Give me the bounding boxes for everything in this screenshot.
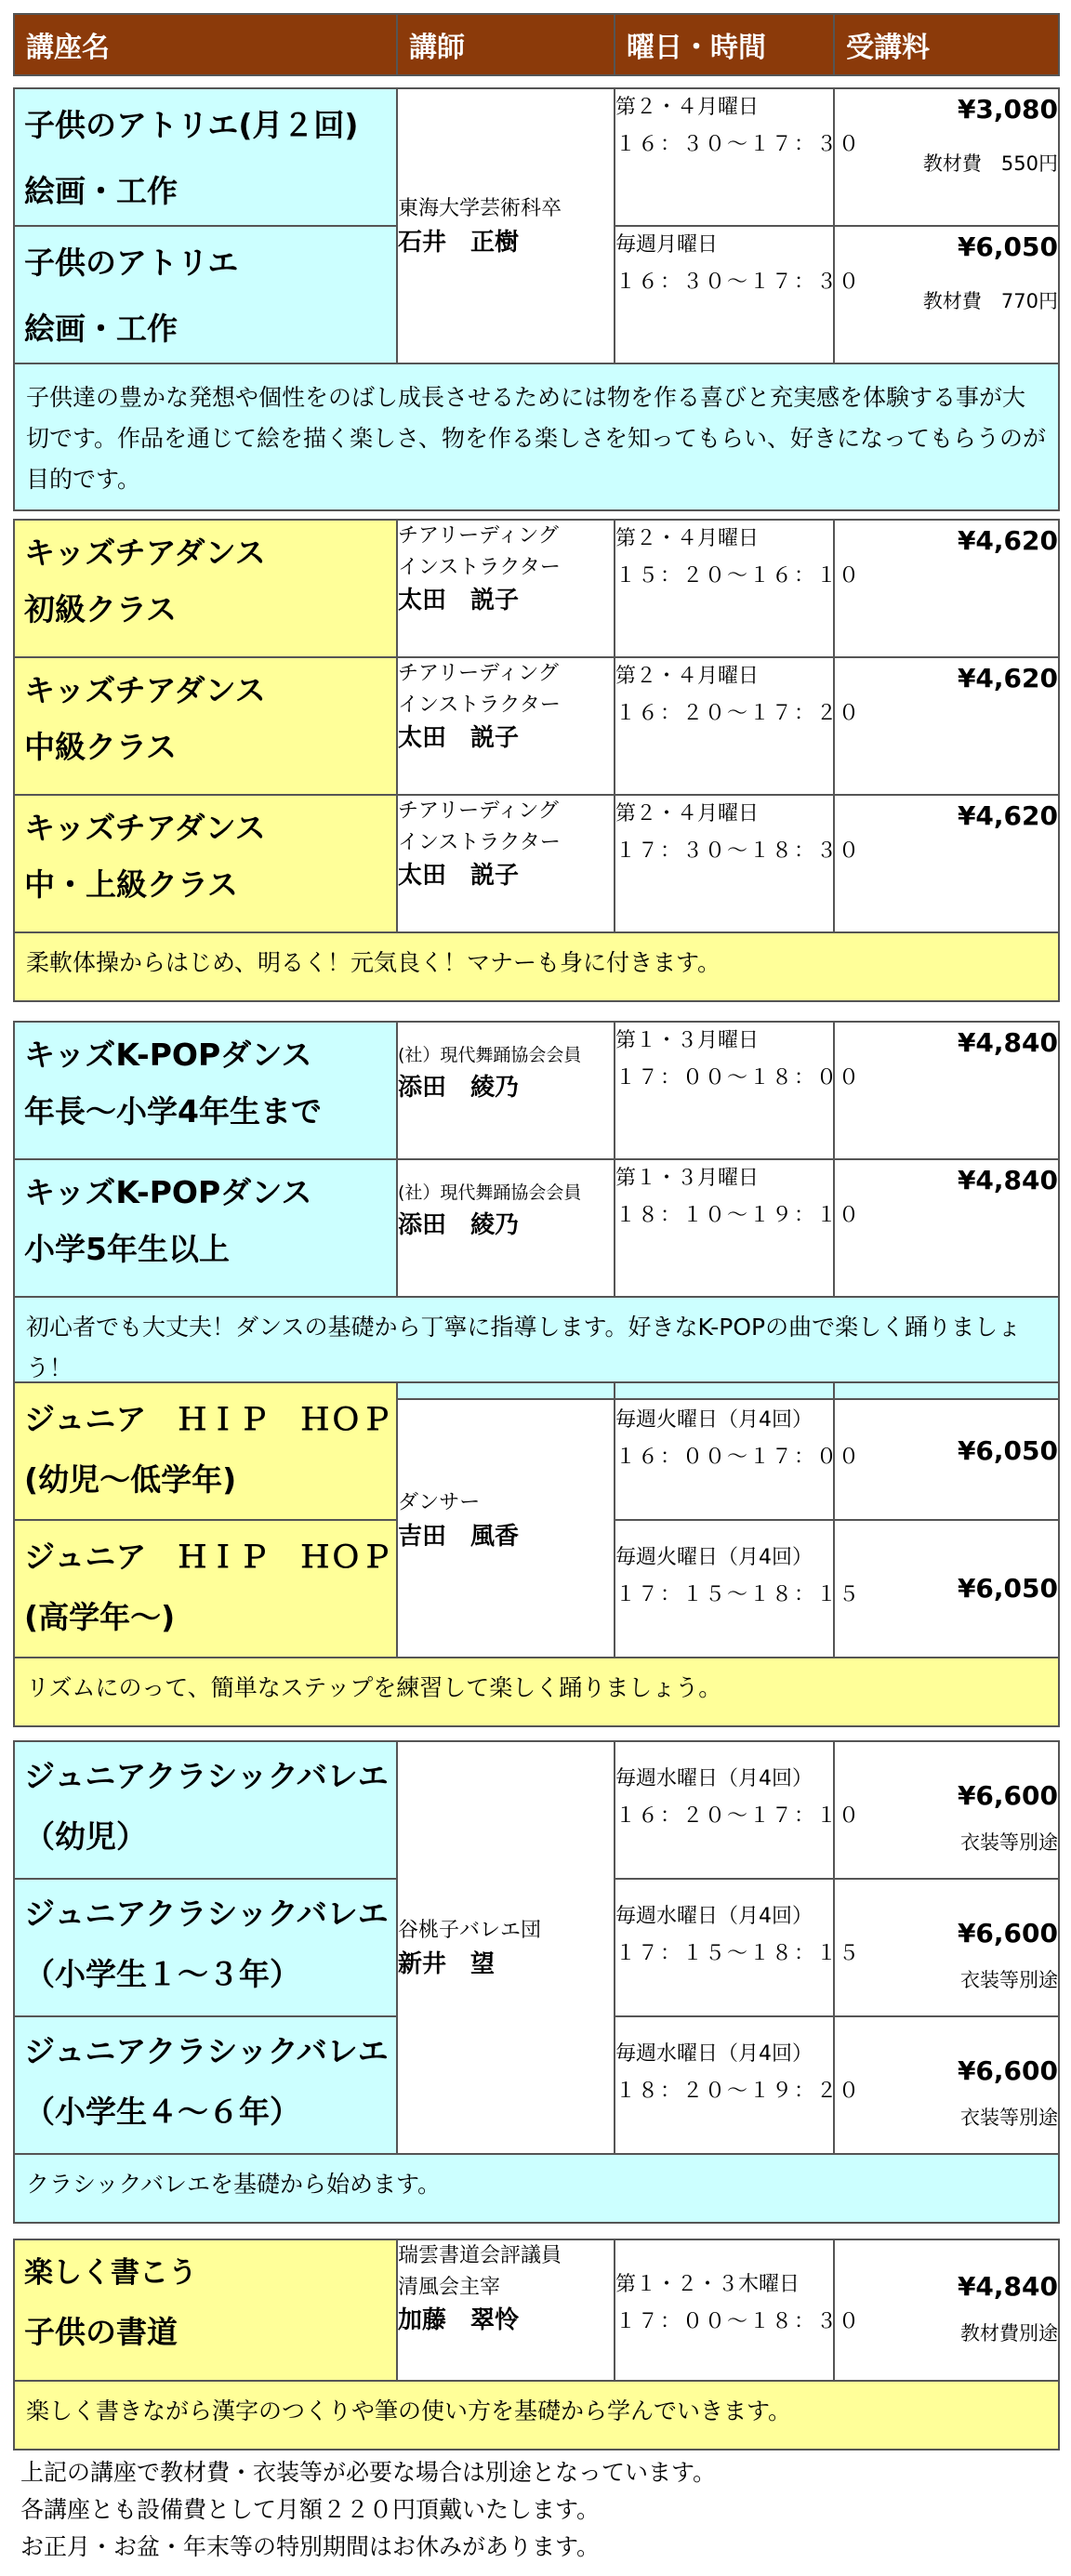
schedule-cell: [615, 1879, 862, 2016]
schedule-day: 第１・３月曜日: [615, 1167, 760, 1190]
instructor-name: 新井 望: [398, 1950, 496, 1978]
schedule-time: １７：３０～１８：３０: [615, 839, 862, 863]
schedule-time: １５：２０～１６：１０: [615, 564, 862, 588]
course-subname: 小学5年生以上: [24, 1231, 230, 1267]
instructor-title: (社）現代舞踊協会会員: [398, 1045, 582, 1065]
footer-notes: [20, 2454, 716, 2566]
course-name: キッズチアダンス: [24, 535, 266, 571]
instructor-title: ダンサー: [398, 1491, 481, 1514]
schedule-day: 第１・２・３木曜日: [615, 2273, 800, 2296]
schedule-time: １６：３０～１７：３０: [615, 271, 862, 294]
course-name: キッズチアダンス: [24, 810, 266, 846]
fee-price: ¥4,620: [957, 800, 1058, 831]
schedule-cell: [615, 1159, 862, 1297]
schedule-cell: [615, 1741, 862, 1879]
course-section-ballet: [13, 1740, 1060, 2224]
instructor-title: チアリーディング: [398, 662, 559, 685]
instructor-cell: [397, 2239, 615, 2381]
schedule-cell: [615, 88, 862, 226]
course-subname: 子供の書道: [24, 2314, 178, 2350]
course-name: キッズK-POPダンス: [24, 1174, 312, 1210]
fee-cell: [834, 1520, 1059, 1658]
header-instructor: 講師: [397, 14, 615, 75]
instructor-cell: [397, 1159, 615, 1297]
fee-price: ¥4,840: [957, 1027, 1058, 1058]
schedule-day: 毎週月曜日: [615, 233, 719, 257]
instructor-cell: [397, 657, 615, 795]
course-name-cell: [14, 1879, 397, 2016]
fee-cell: [834, 88, 1059, 226]
fee-price: ¥4,620: [957, 525, 1058, 556]
course-name-cell: [14, 520, 397, 657]
course-name: 楽しく書こう: [24, 2256, 197, 2290]
course-description: 楽しく書きながら漢字のつくりや筆の使い方を基礎から学んでいきます。: [14, 2381, 1059, 2450]
schedule-day: 毎週火曜日（月4回）: [615, 1408, 813, 1432]
instructor-name: 加藤 翠怜: [398, 2306, 520, 2334]
instructor-name: 吉田 風香: [398, 1523, 520, 1551]
course-name-cell: [14, 1741, 397, 1879]
course-name: ジュニアクラシックバレエ: [24, 1758, 389, 1794]
fee-cell: [834, 520, 1059, 657]
instructor-title-2: インストラクター: [398, 831, 561, 854]
course-subname: 年長～小学4年生まで: [24, 1093, 322, 1129]
instructor-cell: [397, 1741, 615, 2154]
instructor-title: 谷桃子バレエ団: [398, 1919, 542, 1942]
schedule-time: １６：２０～１７：２０: [615, 702, 862, 725]
instructor-title: チアリーディング: [398, 799, 559, 823]
fee-price: ¥4,620: [957, 663, 1058, 694]
fee-price: ¥6,600: [957, 1918, 1058, 1949]
instructor-cell: [397, 1022, 615, 1159]
instructor-title-2: インストラクター: [398, 556, 561, 579]
schedule-cell: [615, 520, 862, 657]
course-name-cell: [14, 88, 397, 226]
schedule-cell: [615, 1022, 862, 1159]
header-fee: 受講料: [834, 14, 1059, 75]
instructor-cell: [397, 520, 615, 657]
schedule-cell: [615, 1520, 862, 1658]
fee-cell: [834, 2239, 1059, 2381]
fee-cell: [834, 1741, 1059, 1879]
schedule-cell: [615, 1382, 862, 1520]
fee-price: ¥4,840: [957, 1165, 1058, 1196]
fee-price: ¥6,050: [957, 231, 1058, 262]
instructor-name: 太田 説子: [398, 587, 520, 614]
instructor-title-2: 清風会主宰: [398, 2276, 501, 2299]
fee-price: ¥6,050: [957, 1435, 1058, 1466]
schedule-header: [13, 13, 1060, 76]
course-section-atelier: [13, 87, 1060, 511]
instructor-name: 添田 綾乃: [398, 1211, 520, 1239]
course-name: キッズK-POPダンス: [24, 1037, 312, 1073]
footer-note: 各講座とも設備費として月額２２０円頂戴いたします。: [20, 2496, 601, 2523]
course-section-cheer: [13, 519, 1060, 1002]
course-name-cell: [14, 1520, 397, 1658]
schedule-cell: [615, 226, 862, 363]
instructor-cell: [397, 1382, 615, 1658]
schedule-day: 第２・４月曜日: [615, 665, 760, 688]
course-subname: 中級クラス: [24, 729, 178, 765]
course-section-kpop: [13, 1021, 1060, 1400]
instructor-name: 太田 説子: [398, 862, 520, 890]
footer-note: お正月・お盆・年末等の特別期間はお休みがあります。: [20, 2533, 601, 2560]
fee-cell: [834, 226, 1059, 363]
course-name-cell: [14, 2016, 397, 2154]
schedule-time: １８：１０～１９：１０: [615, 1204, 862, 1227]
schedule-day: 第１・３月曜日: [615, 1029, 760, 1052]
fee-cell: [834, 795, 1059, 932]
fee-cell: [834, 1159, 1059, 1297]
instructor-title: 瑞雲書道会評議員: [398, 2244, 562, 2267]
schedule-cell: [615, 2239, 862, 2381]
header-day-time: 曜日・時間: [615, 14, 834, 75]
schedule-time: １７：００～１８：３０: [615, 2310, 862, 2333]
schedule-time: １７：００～１８：００: [615, 1066, 862, 1090]
instructor-title: 東海大学芸術科卒: [398, 197, 562, 220]
schedule-time: １６：２０～１７：１０: [615, 1804, 862, 1828]
fee-price: ¥6,050: [957, 1573, 1058, 1604]
fee-price: ¥3,080: [957, 94, 1058, 125]
footer-note: 上記の講座で教材費・衣装等が必要な場合は別途となっています。: [20, 2459, 717, 2486]
course-subname: 絵画・工作: [24, 310, 178, 347]
instructor-title: チアリーディング: [398, 524, 559, 548]
fee-cell: [834, 1879, 1059, 2016]
instructor-title-2: インストラクター: [398, 694, 561, 717]
schedule-cell: [615, 2016, 862, 2154]
fee-extra: 教材費 770円: [922, 290, 1058, 312]
schedule-time: １８：２０～１９：２０: [615, 2080, 862, 2103]
schedule-time: １７：１５～１８：１５: [615, 1942, 862, 1965]
instructor-title: (社）現代舞踊協会会員: [398, 1182, 582, 1203]
fee-price: ¥6,600: [957, 1780, 1058, 1811]
fee-price: ¥4,840: [957, 2271, 1058, 2302]
instructor-cell: [397, 795, 615, 932]
schedule-cell: [615, 795, 862, 932]
course-subname: （幼児）: [24, 1818, 147, 1855]
fee-cell: [834, 1382, 1059, 1520]
fee-extra: 衣装等別途: [960, 1969, 1058, 1991]
fee-cell: [834, 2016, 1059, 2154]
fee-cell: [834, 657, 1059, 795]
course-name-cell: [14, 657, 397, 795]
course-name: 子供のアトリエ(月２回): [24, 107, 359, 143]
instructor-name: 石井 正樹: [398, 229, 520, 257]
fee-price: ¥6,600: [957, 2055, 1058, 2086]
schedule-day: 第２・４月曜日: [615, 527, 760, 550]
fee-extra: 衣装等別途: [960, 2107, 1058, 2129]
course-name: ジュニアクラシックバレエ: [24, 2033, 389, 2069]
fee-extra: 教材費別途: [960, 2322, 1058, 2345]
course-section-hiphop: [13, 1381, 1060, 1727]
course-description: 柔軟体操からはじめ、明るく！元気良く！マナーも身に付きます。: [14, 932, 1059, 1001]
course-name: ジュニア ＨＩＰ ＨＯＰ: [24, 1539, 392, 1575]
course-subname: （小学生１～３年）: [24, 1956, 300, 1992]
header-course-name: 講座名: [14, 14, 397, 75]
course-section-calligraphy: [13, 2239, 1060, 2451]
instructor-cell: [397, 88, 615, 363]
schedule-cell: [615, 657, 862, 795]
course-description: クラシックバレエを基礎から始めます。: [14, 2154, 1059, 2223]
course-description: 初心者でも大丈夫！ダンスの基礎から丁寧に指導します。好きなK-POPの曲で楽しく踊りましょう！: [14, 1297, 1059, 1399]
course-subname: 初級クラス: [24, 591, 178, 627]
course-name-cell: [14, 1382, 397, 1520]
course-subname: 絵画・工作: [24, 173, 178, 209]
schedule-day: 第２・４月曜日: [615, 802, 760, 826]
schedule-day: 毎週水曜日（月4回）: [615, 1905, 813, 1928]
course-subname: (高学年～): [24, 1599, 176, 1635]
course-name-cell: [14, 795, 397, 932]
course-name-cell: [14, 226, 397, 363]
instructor-name: 添田 綾乃: [398, 1074, 520, 1102]
schedule-day: 毎週水曜日（月4回）: [615, 1767, 813, 1790]
schedule-time: １７：１５～１８：１５: [615, 1583, 862, 1606]
fee-extra: 教材費 550円: [922, 152, 1058, 175]
course-name-cell: [14, 1022, 397, 1159]
schedule-day: 毎週水曜日（月4回）: [615, 2042, 813, 2066]
schedule-time: １６：００～１７：００: [615, 1446, 862, 1469]
course-subname: (幼児～低学年): [24, 1461, 237, 1498]
course-name: キッズチアダンス: [24, 672, 266, 708]
course-name-cell: [14, 1159, 397, 1297]
course-subname: （小学生４～６年）: [24, 2094, 300, 2130]
instructor-name: 太田 説子: [398, 724, 520, 752]
course-name-cell: [14, 2239, 397, 2381]
course-description: リズムにのって、簡単なステップを練習して楽しく踊りましょう。: [14, 1658, 1059, 1726]
fee-extra: 衣装等別途: [960, 1831, 1058, 1854]
course-subname: 中・上級クラス: [24, 866, 239, 903]
course-description: 子供達の豊かな発想や個性をのばし成長させるためには物を作る喜びと充実感を体験する事が大切です。作品を通じて絵を描く楽しさ、物を作る楽しさを知ってもらい、好きになってもらうのが目的です。: [14, 363, 1059, 510]
schedule-day: 毎週火曜日（月4回）: [615, 1546, 813, 1569]
course-name: ジュニアクラシックバレエ: [24, 1896, 389, 1932]
schedule-time: １６：３０～１７：３０: [615, 133, 862, 156]
course-name: ジュニア ＨＩＰ ＨＯＰ: [24, 1401, 392, 1437]
fee-cell: [834, 1022, 1059, 1159]
schedule-day: 第２・４月曜日: [615, 96, 760, 119]
course-name: 子供のアトリエ: [24, 244, 239, 281]
